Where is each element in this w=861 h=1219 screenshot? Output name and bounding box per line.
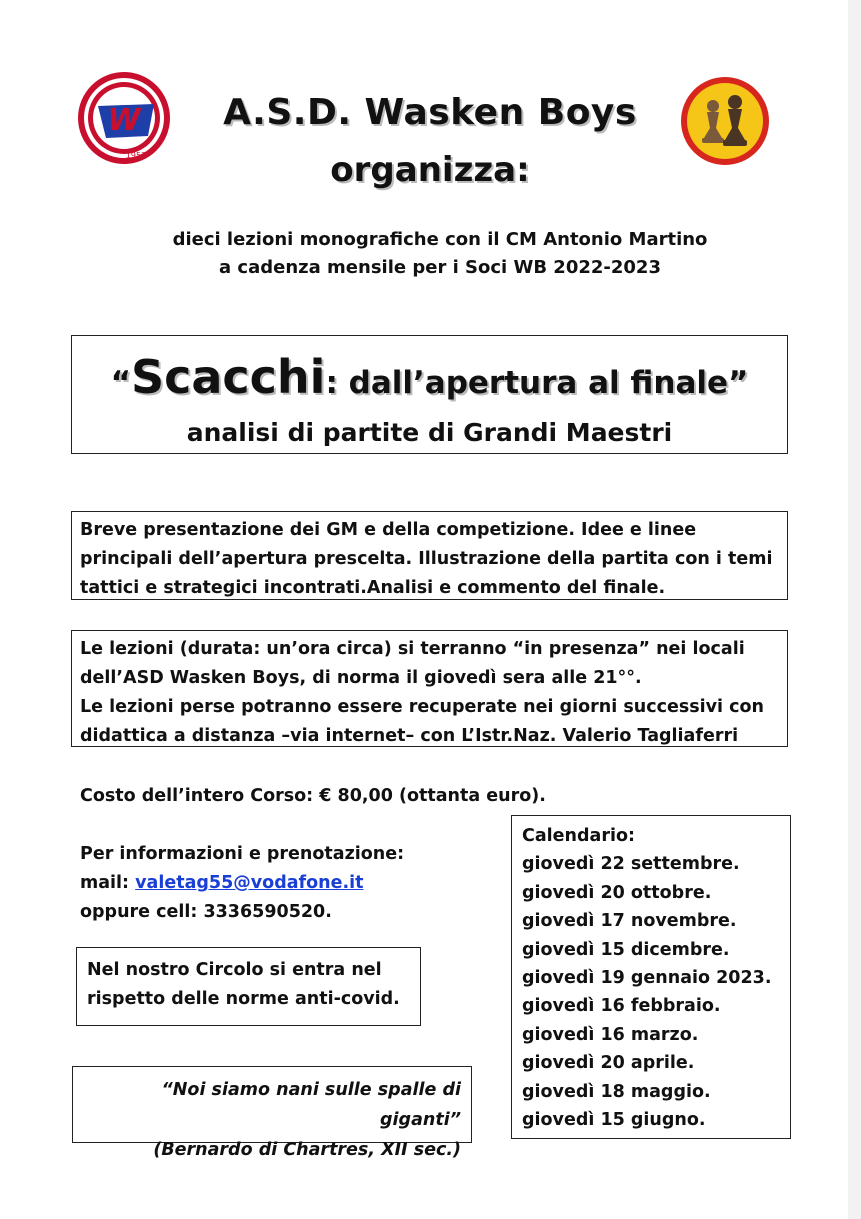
organizer-subtitle: organizza: [330, 150, 530, 190]
calendar-list [522, 850, 780, 1134]
calendar-date: giovedì 17 novembre. [522, 911, 737, 932]
calendar-date: giovedì 15 giugno. [522, 1110, 706, 1131]
description-line: Breve presentazione dei GM e della competizione. Idee e linee [80, 520, 697, 540]
calendar-date: giovedì 18 maggio. [522, 1081, 711, 1102]
calendar-date: giovedì 16 marzo. [522, 1024, 699, 1045]
intro-line: a cadenza mensile per i Soci WB 2022-2023 [219, 257, 661, 278]
quote-text: “Noi siamo nani sulle spalle di giganti” [161, 1080, 461, 1130]
calendar-date: giovedì 20 ottobre. [522, 882, 712, 903]
intro-line: dieci lezioni monografiche con il CM Antonio Martino [172, 229, 708, 250]
quote-author: (Bernardo di Chartres, XII sec.) [153, 1140, 461, 1160]
lessons-line: Le lezioni (durata: un’ora circa) si terranno “in presenza” nei locali [80, 639, 745, 659]
covid-line: Nel nostro Circolo si entra nel [87, 960, 382, 980]
lessons-box [71, 630, 788, 747]
lessons-line: didattica a distanza –via internet– con L’Istr.Naz. Valerio Tagliaferri [80, 726, 739, 746]
calendar-box [511, 815, 791, 1139]
quote-box [72, 1066, 472, 1160]
open-quote: “ [110, 365, 131, 401]
course-subtitle: analisi di partite di Grandi Maestri [186, 418, 673, 447]
calendar-date: giovedì 19 gennaio 2023. [522, 968, 772, 989]
description-line: principali dell’apertura prescelta. Illustrazione della partita con i temi [80, 549, 773, 569]
intro-text [100, 226, 780, 282]
course-cost: Costo dell’intero Corso: € 80,00 (ottanta euro). [80, 786, 546, 806]
covid-line: rispetto delle norme anti-covid. [87, 989, 400, 1009]
calendar-date: giovedì 15 dicembre. [522, 939, 730, 960]
lessons-line: dell’ASD Wasken Boys, di norma il giovedì sera alle 21°°. [80, 668, 642, 688]
calendar-date: giovedì 20 aprile. [522, 1053, 695, 1074]
page-edge [848, 0, 861, 1219]
contact-info [80, 840, 404, 927]
calendar-heading: Calendario: [522, 826, 635, 846]
course-title-box [71, 335, 788, 454]
contact-phone: oppure cell: 3336590520. [80, 902, 332, 922]
mail-label: mail: [80, 873, 136, 893]
calendar-date: giovedì 16 febbraio. [522, 996, 721, 1017]
logo-letter: W [107, 103, 141, 138]
course-title [72, 350, 787, 404]
email-link[interactable]: valetag55@vodafone.it [135, 873, 364, 893]
covid-notice-box [76, 947, 421, 1026]
contact-heading: Per informazioni e prenotazione: [80, 844, 405, 864]
lessons-line: Le lezioni perse potranno essere recuperate nei giorni successivi con [80, 697, 765, 717]
course-title-rest: : dall’apertura al finale” [325, 365, 749, 401]
contact-mail-row [80, 869, 404, 898]
course-title-main: Scacchi [130, 350, 326, 404]
calendar-date: giovedì 22 settembre. [522, 854, 740, 875]
description-line: tattici e strategici incontrati.Analisi e commento del finale. [80, 578, 666, 598]
logo-year: 1952 [125, 151, 147, 160]
organizer-title: A.S.D. Wasken Boys [223, 92, 637, 133]
description-box [71, 511, 788, 600]
wasken-boys-logo [76, 70, 172, 166]
